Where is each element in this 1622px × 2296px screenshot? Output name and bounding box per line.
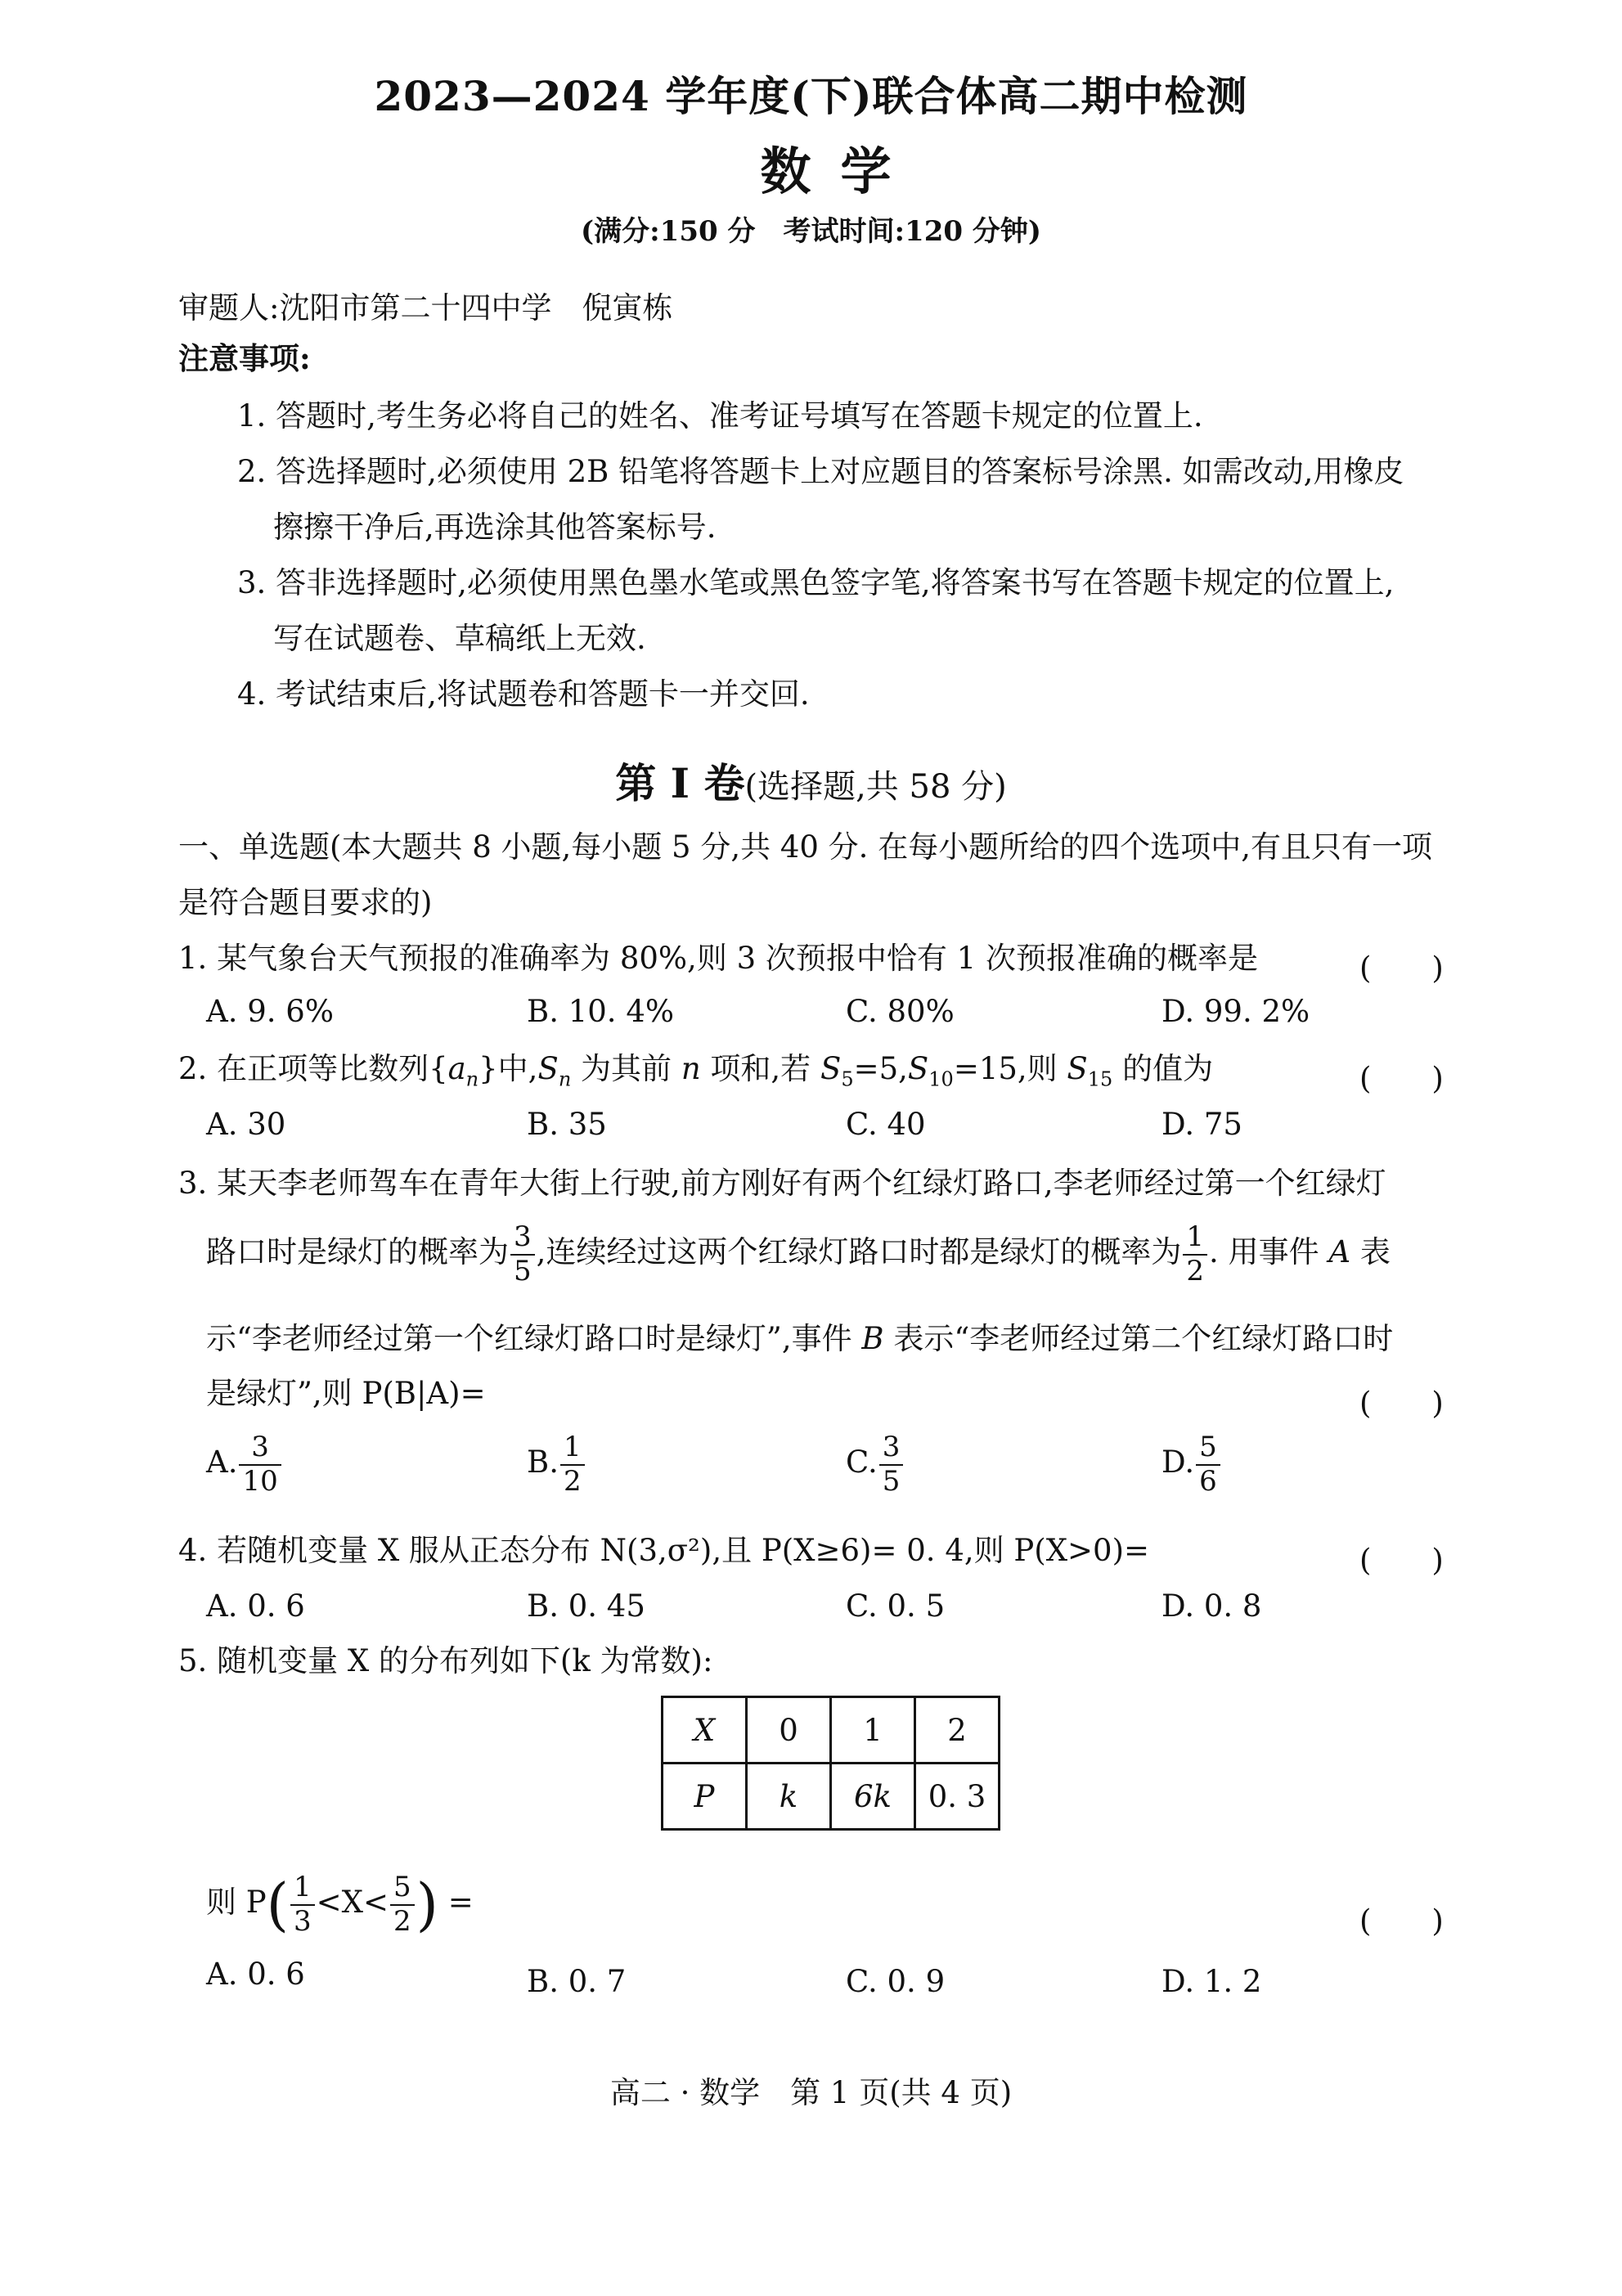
page-footer: 高二 · 数学 第 1 页(共 4 页) [609,2075,1013,2110]
q4-option-c: C. 0. 5 [846,1588,946,1624]
q1-option-b: B. 10. 4% [527,994,675,1029]
q5-option-b: B. 0. 7 [527,1964,627,1999]
table-cell: 1 [831,1697,915,1764]
q4-option-b: B. 0. 45 [527,1588,645,1624]
q5-text: <X< [316,1885,389,1921]
q3-option-a [206,1433,283,1496]
table-cell: P [663,1764,747,1830]
q5-fraction-1-3 [290,1873,315,1936]
q2-s10: S [907,1051,929,1086]
table-cell: 0 [747,1697,831,1764]
q2-option-a: A. 30 [206,1107,286,1142]
option-fraction [560,1433,585,1496]
q2-text: 为其前 [571,1051,681,1086]
q5-question [206,1871,474,1939]
section-title-rest: (选择题,共 58 分) [744,768,1007,806]
q2-stem [178,1051,1214,1091]
option-label: C. [846,1445,878,1480]
q2-s5: S [820,1051,842,1086]
q1-answer-paren: ( ) [1359,950,1444,986]
table-cell: 6k [831,1764,915,1830]
q4-option-d: D. 0. 8 [1161,1588,1262,1624]
q2-text: 的值为 [1112,1051,1214,1086]
option-fraction [879,1433,904,1496]
right-paren: ) [416,1871,438,1939]
q3-line-3 [206,1323,1393,1354]
reviewer-line: 审题人:沈阳市第二十四中学 倪寅栋 [178,290,673,326]
option-label: A. [206,1445,238,1480]
table-cell: 0. 3 [915,1764,1000,1830]
q2-s10-sub: 10 [928,1067,954,1091]
q3-option-c [846,1433,905,1496]
q2-answer-paren: ( ) [1359,1061,1444,1096]
fraction-numerator: 5 [390,1873,415,1906]
q3-text: 表示“李老师经过第二个红绿灯路口时 [883,1321,1394,1356]
q2-s: S [537,1051,559,1086]
exam-title: 2023—2024 学年度(下)联合体高二期中检测 [374,72,1248,120]
section-title [0,751,1622,810]
section-intro: 一、单选题(本大题共 8 小题,每小题 5 分,共 40 分. 在每小题所给的四个选项中,有且只有一项 [178,829,1432,865]
option-label: B. [527,1445,559,1480]
q3-event-b: B [861,1321,884,1356]
q3-text: ,连续经过这两个红绿灯路口时都是绿灯的概率为 [536,1234,1182,1270]
fraction-denominator: 3 [293,1904,312,1938]
section-title-bold: 第 Ⅰ 卷 [615,759,745,807]
q2-text: }中, [479,1051,538,1086]
notice-item-4: 4. 考试结束后,将试题卷和答题卡一并交回. [237,676,810,712]
q1-option-a: A. 9. 6% [206,994,335,1029]
fraction-denominator: 5 [882,1464,901,1498]
notice-item-3-cont: 写在试题卷、草稿纸上无效. [273,621,646,656]
q4-answer-paren: ( ) [1359,1543,1444,1578]
q3-text: . 用事件 [1209,1234,1329,1270]
q1-option-d: D. 99. 2% [1161,994,1310,1029]
distribution-table [661,1696,1000,1831]
option-label: D. [1161,1445,1195,1480]
fraction-denominator: 10 [242,1464,278,1498]
fraction-denominator: 6 [1199,1464,1217,1498]
fraction-numerator: 1 [1183,1223,1207,1256]
q5-text: = [438,1885,474,1921]
q2-option-b: B. 35 [527,1107,607,1142]
fraction-numerator: 3 [510,1223,535,1256]
q2-text: 项和,若 [700,1051,820,1086]
table-row [663,1764,1000,1830]
q3-line-2 [206,1220,1391,1287]
fraction-numerator: 3 [239,1433,281,1466]
q1-stem: 1. 某气象台天气预报的准确率为 80%,则 3 次预报中恰有 1 次预报准确的概率是 [178,941,1258,976]
q5-answer-paren: ( ) [1359,1903,1444,1939]
notice-item-2: 2. 答选择题时,必须使用 2B 铅笔将答题卡上对应题目的答案标号涂黑. 如需改动,用橡皮 [237,454,1404,489]
option-fraction [1196,1433,1220,1496]
option-fraction [239,1433,281,1496]
q3-text: 路口时是绿灯的概率为 [206,1234,509,1270]
notice-item-2-cont: 擦擦干净后,再选涂其他答案标号. [273,510,717,545]
table-row [663,1697,1000,1764]
fraction-denominator: 2 [1186,1254,1205,1287]
q2-s-sub: n [558,1067,572,1091]
left-paren: ( [266,1871,289,1939]
fraction-numerator: 1 [290,1873,315,1906]
notice-heading: 注意事项: [178,340,311,376]
q2-a-sub: n [465,1067,479,1091]
q3-line-1: 3. 某天李老师驾车在青年大街上行驶,前方刚好有两个红绿灯路口,李老师经过第一个红绿灯 [178,1166,1386,1201]
q3-option-b [527,1433,586,1496]
subject-title: 数学 [760,142,921,201]
table-cell: k [747,1764,831,1830]
q2-s15: S [1067,1051,1088,1086]
table-cell: 2 [915,1697,1000,1764]
q5-stem: 5. 随机变量 X 的分布列如下(k 为常数): [178,1643,713,1678]
q5-option-a: A. 0. 6 [206,1957,305,1992]
q5-option-c: C. 0. 9 [846,1964,946,1999]
q2-option-d: D. 75 [1161,1107,1242,1142]
q3-line-4: 是绿灯”,则 P(B|A)= [206,1376,486,1411]
q3-text: 示“李老师经过第一个红绿灯路口时是绿灯”,事件 [206,1321,862,1356]
q4-stem: 4. 若随机变量 X 服从正态分布 N(3,σ²),且 P(X≥6)= 0. 4,则 P(X>0)= [178,1533,1150,1568]
q5-text: 则 P [206,1885,267,1921]
q3-fraction-1-2 [1183,1220,1207,1287]
fraction-denominator: 2 [393,1904,411,1938]
q3-text: 表 [1350,1234,1391,1270]
q4-option-a: A. 0. 6 [206,1588,305,1624]
q2-text: 2. 在正项等比数列{ [178,1051,448,1086]
fraction-denominator: 2 [563,1464,582,1498]
q3-fraction-3-5 [510,1220,535,1287]
q2-text: =5, [853,1051,908,1086]
section-intro-cont: 是符合题目要求的) [178,885,433,920]
q2-a: a [447,1051,466,1086]
q5-option-d: D. 1. 2 [1161,1964,1262,1999]
q2-option-c: C. 40 [846,1107,926,1142]
q3-event-a: A [1328,1234,1351,1270]
table-cell: X [663,1697,747,1764]
notice-item-1: 1. 答题时,考生务必将自己的姓名、准考证号填写在答题卡规定的位置上. [237,398,1203,434]
notice-item-3: 3. 答非选择题时,必须使用黑色墨水笔或黑色签字笔,将答案书写在答题卡规定的位置上, [237,565,1395,600]
q2-s15-sub: 15 [1087,1067,1113,1091]
fraction-numerator: 3 [879,1433,904,1466]
q2-n: n [681,1051,701,1086]
fraction-numerator: 1 [560,1433,585,1466]
q2-s5-sub: 5 [841,1067,854,1091]
q1-option-c: C. 80% [846,994,955,1029]
q5-fraction-5-2 [390,1873,415,1936]
fraction-numerator: 5 [1196,1433,1220,1466]
q3-answer-paren: ( ) [1359,1386,1444,1421]
exam-info: (满分:150 分 考试时间:120 分钟) [581,215,1041,248]
q2-text: =15,则 [953,1051,1067,1086]
fraction-denominator: 5 [514,1254,532,1287]
q3-option-d [1161,1433,1222,1496]
